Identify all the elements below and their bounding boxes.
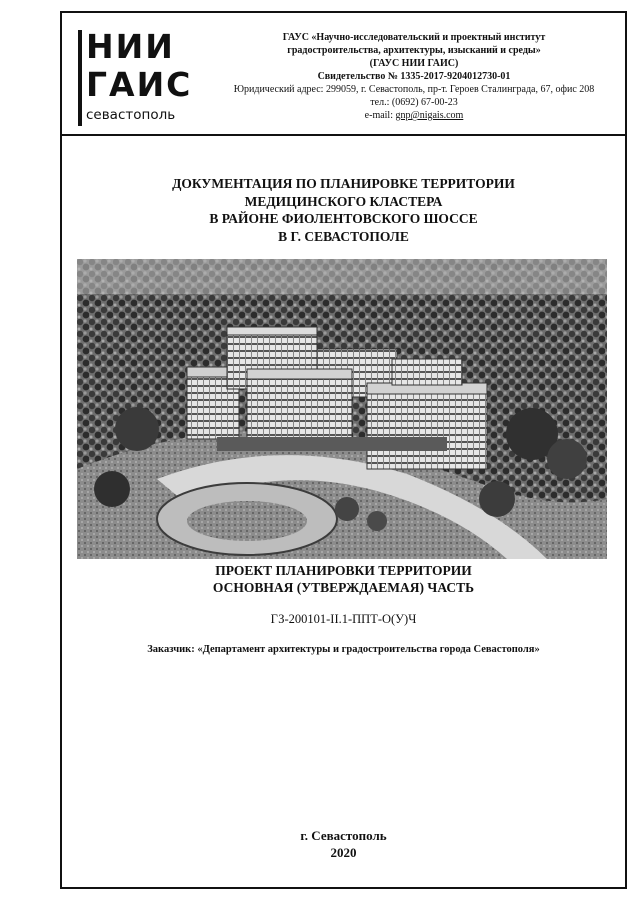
- institute-logo: [78, 27, 193, 126]
- page-frame: [60, 11, 627, 889]
- place-and-year: [62, 827, 625, 861]
- email-link[interactable]: gnp@nigais.com: [395, 110, 464, 121]
- email-label: e-mail:: [364, 110, 396, 121]
- logo-text-line1: НИИ: [86, 27, 175, 66]
- org-address: Юридический адрес: 299059, г. Севастополь, пр-т. Героев Сталинграда, 67, офис 208: [233, 84, 595, 95]
- document-subtitle: [62, 562, 625, 596]
- document-code: ГЗ-200101-II.1-ППТ-О(У)Ч: [270, 612, 417, 626]
- cover-photo: [77, 259, 607, 559]
- document-header: [62, 13, 625, 136]
- org-name-line2: градостроительства, архитектуры, изысканий и среды»: [287, 45, 541, 56]
- organization-info: [210, 31, 618, 122]
- document-title: [62, 175, 625, 245]
- org-abbreviation: (ГАУС НИИ ГАИС): [369, 58, 459, 69]
- city-name: г. Севастополь: [300, 828, 387, 843]
- logo-text-line2: ГАИС: [86, 65, 193, 104]
- year: 2020: [330, 845, 357, 860]
- subtitle-line1: ПРОЕКТ ПЛАНИРОВКИ ТЕРРИТОРИИ: [215, 563, 472, 578]
- architectural-render-image: [77, 259, 607, 559]
- client-line: Заказчик: «Департамент архитектуры и градостроительства города Севастополя»: [147, 644, 540, 655]
- title-line1: ДОКУМЕНТАЦИЯ ПО ПЛАНИРОВКЕ ТЕРРИТОРИИ: [172, 176, 515, 191]
- title-line3: В РАЙОНЕ ФИОЛЕНТОВСКОГО ШОССЕ: [209, 211, 478, 226]
- logo-city: севастополь: [86, 107, 176, 123]
- title-line4: В Г. СЕВАСТОПОЛЕ: [278, 228, 409, 244]
- org-certificate: Свидетельство № 1335-2017-9204012730-01: [317, 71, 511, 82]
- subtitle-line2: ОСНОВНАЯ (УТВЕРЖДАЕМАЯ) ЧАСТЬ: [212, 580, 475, 595]
- org-email-line: [210, 109, 618, 122]
- org-phone: тел.: (0692) 67-00-23: [370, 97, 458, 108]
- org-name-line1: ГАУС «Научно-исследовательский и проектный институт: [282, 32, 546, 43]
- title-line2: МЕДИЦИНСКОГО КЛАСТЕРА: [244, 193, 443, 209]
- logo-bar: [78, 30, 82, 126]
